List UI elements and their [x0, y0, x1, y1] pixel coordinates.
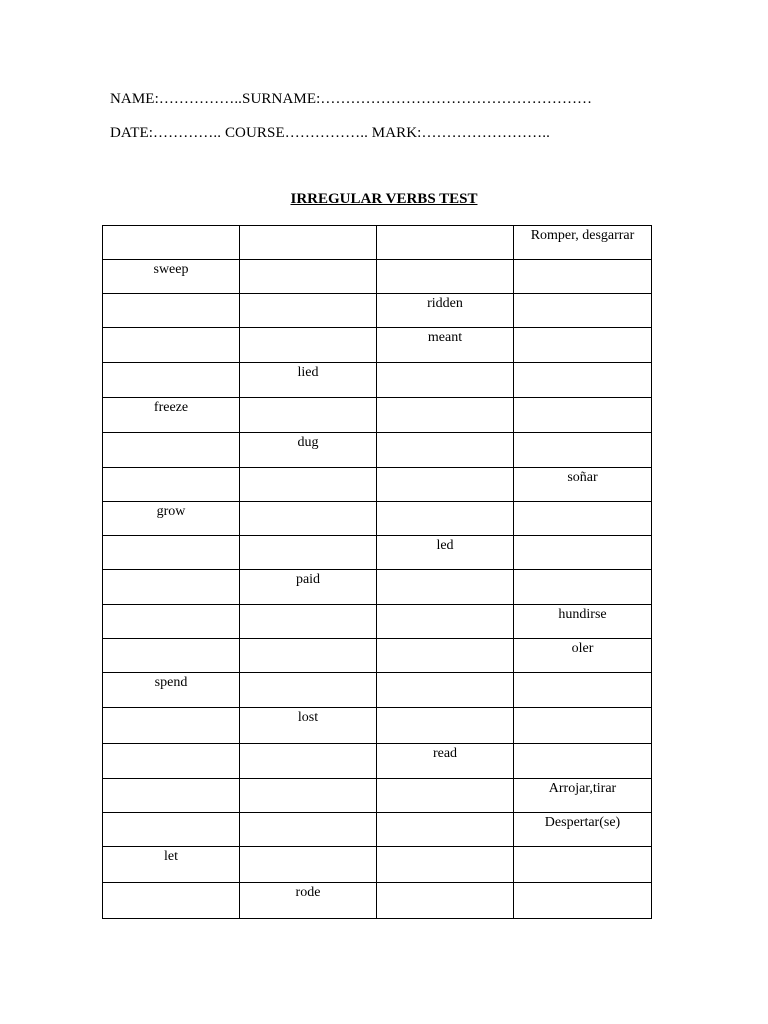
cell-past-participle	[377, 847, 514, 883]
table-row	[103, 708, 652, 744]
cell-past-simple	[240, 226, 377, 260]
cell-translation	[514, 847, 652, 883]
cell-infinitive	[103, 536, 240, 570]
cell-past-simple	[240, 502, 377, 536]
cell-text	[240, 468, 376, 471]
cell-translation	[514, 673, 652, 708]
cell-translation	[514, 639, 652, 673]
cell-text	[240, 260, 376, 263]
cell-past-simple	[240, 398, 377, 433]
table-row	[103, 813, 652, 847]
cell-past-participle	[377, 294, 514, 328]
cell-text	[240, 847, 376, 850]
cell-text	[377, 813, 513, 816]
cell-text	[514, 433, 651, 436]
cell-text: dug	[297, 435, 319, 450]
cell-text	[377, 468, 513, 471]
cell-text: Despertar(se)	[544, 815, 621, 830]
cell-past-simple	[240, 363, 377, 398]
cell-text: lost	[297, 710, 319, 725]
cell-text	[514, 502, 651, 505]
cell-past-simple	[240, 639, 377, 673]
cell-past-simple	[240, 744, 377, 779]
cell-text	[514, 570, 651, 573]
cell-past-participle	[377, 779, 514, 813]
name-surname-line: NAME:……………..SURNAME:………………………………………………	[110, 91, 593, 107]
cell-infinitive	[103, 468, 240, 502]
table-row	[103, 744, 652, 779]
cell-past-participle	[377, 605, 514, 639]
cell-text	[103, 536, 239, 539]
date-course-mark-line: DATE:………….. COURSE…………….. MARK:……………………..	[110, 125, 550, 141]
cell-translation	[514, 536, 652, 570]
cell-translation	[514, 502, 652, 536]
cell-past-participle	[377, 883, 514, 919]
cell-translation	[514, 779, 652, 813]
cell-text	[103, 363, 239, 366]
cell-past-simple	[240, 260, 377, 294]
cell-translation	[514, 813, 652, 847]
cell-infinitive	[103, 708, 240, 744]
cell-past-simple	[240, 468, 377, 502]
cell-past-participle	[377, 468, 514, 502]
cell-text	[240, 226, 376, 229]
cell-text	[103, 226, 239, 229]
cell-past-participle	[377, 433, 514, 468]
cell-infinitive	[103, 883, 240, 919]
cell-past-participle	[377, 708, 514, 744]
cell-infinitive	[103, 847, 240, 883]
cell-past-simple	[240, 570, 377, 605]
cell-text: oler	[571, 641, 594, 656]
cell-text	[240, 328, 376, 331]
cell-text	[103, 639, 239, 642]
cell-infinitive	[103, 813, 240, 847]
cell-past-simple	[240, 536, 377, 570]
cell-translation	[514, 294, 652, 328]
cell-text	[377, 226, 513, 229]
table-row	[103, 433, 652, 468]
cell-text	[377, 779, 513, 782]
cell-past-participle	[377, 260, 514, 294]
cell-past-participle	[377, 536, 514, 570]
cell-text: hundirse	[558, 607, 607, 622]
cell-infinitive	[103, 260, 240, 294]
cell-infinitive	[103, 398, 240, 433]
cell-past-participle	[377, 813, 514, 847]
cell-text	[377, 673, 513, 676]
table-row	[103, 328, 652, 363]
cell-translation	[514, 398, 652, 433]
cell-text	[103, 328, 239, 331]
cell-text	[103, 294, 239, 297]
cell-past-simple	[240, 673, 377, 708]
cell-text	[103, 708, 239, 711]
cell-text: spend	[154, 675, 188, 690]
table-row	[103, 847, 652, 883]
cell-past-simple	[240, 813, 377, 847]
cell-text	[240, 536, 376, 539]
cell-text	[240, 605, 376, 608]
cell-text	[240, 779, 376, 782]
cell-infinitive	[103, 328, 240, 363]
irregular-verbs-table	[102, 225, 652, 919]
cell-text	[377, 883, 513, 886]
table-row	[103, 468, 652, 502]
cell-infinitive	[103, 673, 240, 708]
table-row	[103, 502, 652, 536]
cell-text	[240, 639, 376, 642]
cell-text	[103, 570, 239, 573]
cell-text	[103, 744, 239, 747]
cell-past-simple	[240, 708, 377, 744]
cell-past-simple	[240, 433, 377, 468]
cell-past-participle	[377, 502, 514, 536]
cell-text	[377, 260, 513, 263]
cell-text	[377, 433, 513, 436]
cell-past-participle	[377, 363, 514, 398]
cell-text	[240, 294, 376, 297]
cell-text	[377, 605, 513, 608]
cell-text: read	[432, 746, 458, 761]
table-row	[103, 779, 652, 813]
cell-translation	[514, 570, 652, 605]
cell-text	[103, 779, 239, 782]
cell-text	[377, 398, 513, 401]
table-row	[103, 883, 652, 919]
table-row	[103, 639, 652, 673]
cell-text	[514, 744, 651, 747]
cell-past-participle	[377, 744, 514, 779]
cell-text	[514, 536, 651, 539]
cell-infinitive	[103, 570, 240, 605]
cell-translation	[514, 363, 652, 398]
cell-text	[377, 639, 513, 642]
table-row	[103, 570, 652, 605]
table-row	[103, 294, 652, 328]
table-row	[103, 226, 652, 260]
cell-past-simple	[240, 883, 377, 919]
cell-text	[103, 433, 239, 436]
cell-text: let	[164, 849, 178, 864]
cell-text	[103, 883, 239, 886]
cell-text	[377, 847, 513, 850]
cell-text: grow	[156, 504, 186, 519]
cell-text: Arrojar,tirar	[548, 781, 617, 796]
cell-text	[514, 363, 651, 366]
cell-text	[514, 294, 651, 297]
cell-text	[103, 605, 239, 608]
cell-text	[514, 883, 651, 886]
cell-past-simple	[240, 847, 377, 883]
cell-text: soñar	[567, 470, 598, 485]
cell-text	[240, 744, 376, 747]
cell-text	[377, 570, 513, 573]
cell-past-participle	[377, 570, 514, 605]
cell-past-participle	[377, 398, 514, 433]
cell-translation	[514, 883, 652, 919]
cell-translation	[514, 433, 652, 468]
cell-text	[514, 328, 651, 331]
cell-translation	[514, 605, 652, 639]
cell-past-participle	[377, 639, 514, 673]
cell-infinitive	[103, 605, 240, 639]
cell-past-simple	[240, 328, 377, 363]
cell-past-participle	[377, 226, 514, 260]
cell-translation	[514, 260, 652, 294]
cell-infinitive	[103, 502, 240, 536]
cell-text	[240, 813, 376, 816]
cell-text	[240, 398, 376, 401]
cell-infinitive	[103, 363, 240, 398]
cell-text: paid	[295, 572, 321, 587]
page-title: IRREGULAR VERBS TEST	[290, 191, 478, 207]
cell-text	[103, 813, 239, 816]
table-row	[103, 673, 652, 708]
cell-infinitive	[103, 744, 240, 779]
cell-infinitive	[103, 433, 240, 468]
cell-text	[240, 502, 376, 505]
cell-past-simple	[240, 294, 377, 328]
cell-past-participle	[377, 673, 514, 708]
cell-text: freeze	[153, 400, 189, 415]
cell-translation	[514, 328, 652, 363]
cell-text: ridden	[427, 296, 463, 311]
cell-text	[514, 260, 651, 263]
cell-translation	[514, 744, 652, 779]
cell-infinitive	[103, 294, 240, 328]
table-row	[103, 363, 652, 398]
cell-infinitive	[103, 639, 240, 673]
table-row	[103, 536, 652, 570]
cell-text	[514, 398, 651, 401]
table-row	[103, 605, 652, 639]
cell-text	[377, 708, 513, 711]
cell-text: Romper, desgarrar	[530, 228, 635, 243]
table-row	[103, 260, 652, 294]
cell-text	[514, 708, 651, 711]
irregular-verbs-table-body	[103, 226, 652, 919]
cell-text: led	[436, 538, 454, 553]
cell-past-simple	[240, 605, 377, 639]
cell-text	[514, 847, 651, 850]
cell-text: sweep	[153, 262, 189, 277]
cell-text	[240, 673, 376, 676]
cell-past-participle	[377, 328, 514, 363]
cell-text	[103, 468, 239, 471]
cell-text	[514, 673, 651, 676]
table-row	[103, 398, 652, 433]
cell-translation	[514, 468, 652, 502]
cell-text	[377, 502, 513, 505]
cell-past-simple	[240, 779, 377, 813]
cell-text	[377, 363, 513, 366]
cell-text: meant	[427, 330, 463, 345]
cell-infinitive	[103, 226, 240, 260]
cell-infinitive	[103, 779, 240, 813]
cell-text: rode	[295, 885, 321, 900]
cell-translation	[514, 226, 652, 260]
cell-translation	[514, 708, 652, 744]
cell-text: lied	[297, 365, 319, 380]
